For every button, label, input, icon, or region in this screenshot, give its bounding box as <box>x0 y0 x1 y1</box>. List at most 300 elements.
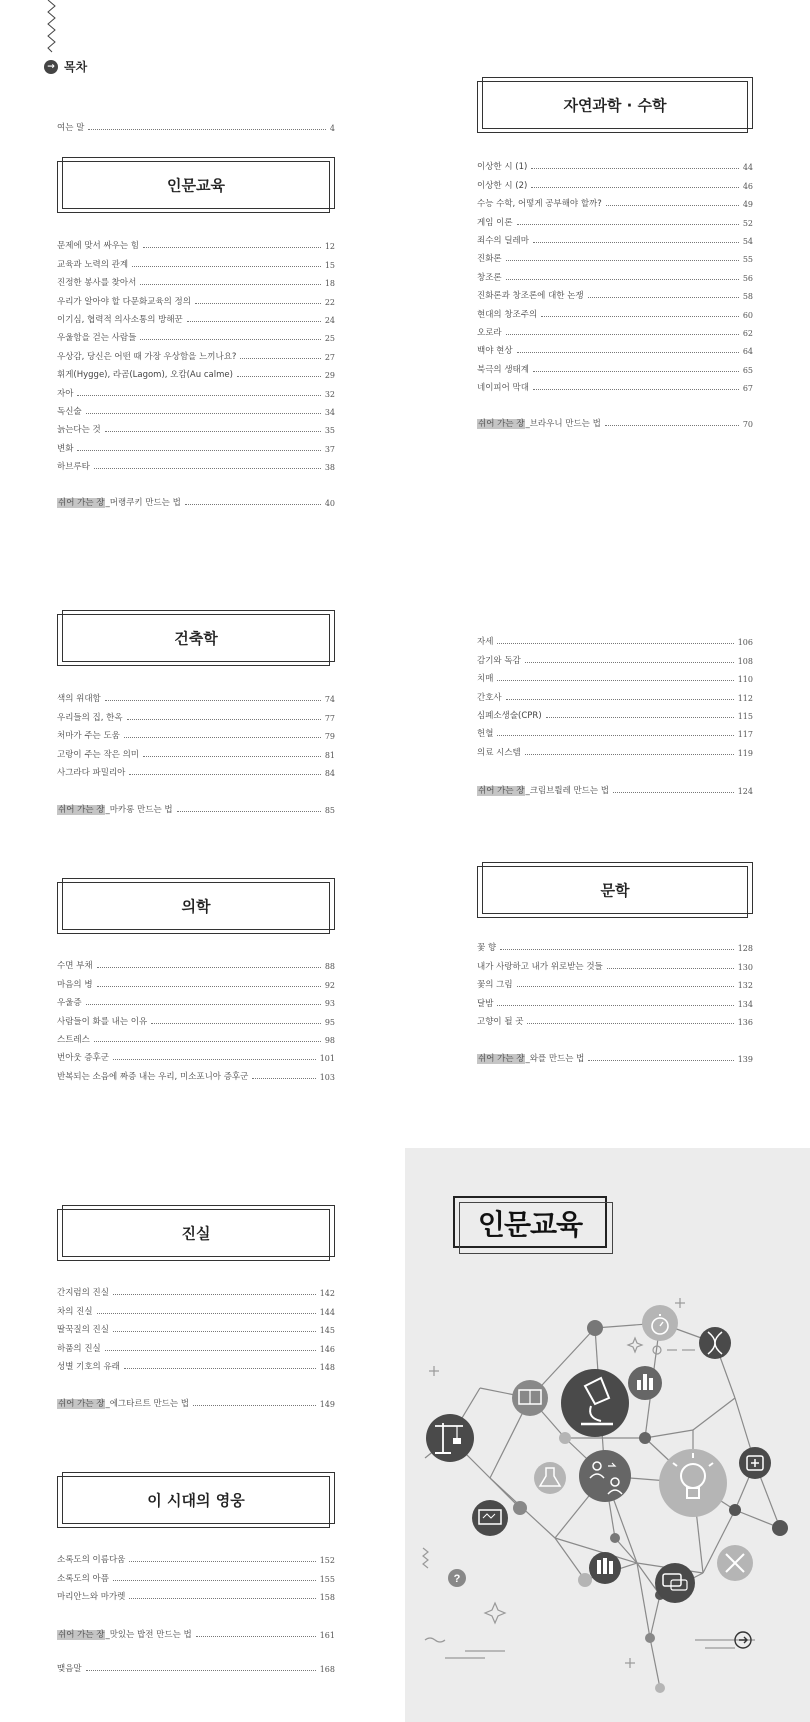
leader-dots <box>541 316 739 317</box>
wavy-line-decoration <box>44 0 60 56</box>
leader-dots <box>187 321 321 322</box>
leader-dots <box>113 1059 316 1060</box>
leader-dots <box>500 949 734 950</box>
question-icon <box>448 1569 466 1587</box>
toc-entry[interactable] <box>477 647 753 665</box>
tools-icon <box>717 1545 753 1581</box>
entry-page: 161 <box>319 1631 335 1641</box>
toc-entry[interactable] <box>477 209 753 227</box>
chalkboard-icon <box>472 1500 508 1536</box>
entry-page: 128 <box>737 944 753 954</box>
extra-title: _브라우니 만드는 법 <box>525 419 601 430</box>
entry-page: 92 <box>324 980 335 990</box>
leader-dots <box>506 334 739 335</box>
entry-page: 54 <box>742 236 753 246</box>
section-title-box <box>57 1205 335 1261</box>
toc-entry[interactable] <box>57 1063 335 1081</box>
entry-page: 168 <box>319 1665 335 1675</box>
toc-entry[interactable] <box>57 417 335 435</box>
entry-page: 38 <box>324 463 335 473</box>
entry-title <box>57 1397 189 1409</box>
entry-title: 진정한 봉사를 찾아서 <box>57 278 137 289</box>
toc-heading <box>44 58 87 75</box>
question-mark-text: ? <box>453 1573 461 1585</box>
entry-page: 98 <box>324 1035 335 1045</box>
highlight-label: 쉬어 가는 장 <box>58 1630 105 1641</box>
entry-page: 110 <box>737 675 753 685</box>
extra-list <box>477 411 753 429</box>
leader-dots <box>86 1670 316 1671</box>
entry-title: 현대의 창조주의 <box>477 309 538 320</box>
entry-title: 소록도의 이름다움 <box>57 1555 126 1566</box>
entry-title <box>477 784 609 796</box>
leader-dots <box>105 700 321 701</box>
entry-title: 내가 사랑하고 내가 위로받는 것들 <box>477 961 603 972</box>
toc-entry[interactable] <box>57 325 335 343</box>
toc-entry[interactable] <box>57 362 335 380</box>
leader-dots <box>607 968 734 969</box>
entry-title: 간지럼의 진실 <box>57 1288 109 1299</box>
entry-page: 70 <box>742 420 753 430</box>
toc-entry-extra[interactable] <box>477 778 753 796</box>
lightbulb-icon <box>659 1449 727 1517</box>
toc-entry[interactable] <box>477 990 753 1008</box>
books-shelf-icon <box>589 1552 621 1584</box>
entry-title: 변화 <box>57 443 74 454</box>
entry-page: 95 <box>324 1017 335 1027</box>
leader-dots <box>143 756 321 757</box>
highlight-label: 쉬어 가는 장 <box>478 1054 525 1065</box>
extra-list <box>57 1622 335 1640</box>
stopwatch-icon <box>642 1305 678 1341</box>
entry-title: 네이피어 막대 <box>477 383 529 394</box>
toc-entry-intro[interactable] <box>57 115 335 133</box>
entry-page: 148 <box>319 1362 335 1372</box>
leader-dots <box>533 389 739 390</box>
leader-dots <box>132 266 321 267</box>
entry-page: 149 <box>319 1400 335 1410</box>
toc-entry-extra[interactable] <box>57 797 335 815</box>
extra-list <box>57 1391 335 1409</box>
entry-page: 146 <box>319 1344 335 1354</box>
section-title-box <box>57 878 335 934</box>
leader-dots <box>605 425 739 426</box>
leader-dots <box>525 662 734 663</box>
intro-list <box>57 115 335 133</box>
entry-page: 29 <box>324 371 335 381</box>
entry-page: 112 <box>737 693 753 703</box>
leader-dots <box>527 1023 733 1024</box>
extra-title: _크림브륄레 만드는 법 <box>525 786 610 797</box>
entry-page: 34 <box>324 407 335 417</box>
section-entries <box>57 1547 335 1602</box>
entry-page: 81 <box>324 750 335 760</box>
entry-page: 15 <box>324 260 335 270</box>
section-title: 인문교육 <box>167 176 225 195</box>
leader-dots <box>77 395 320 396</box>
entry-title: 딸꾹질의 진실 <box>57 1325 109 1336</box>
leader-dots <box>97 986 321 987</box>
leader-dots <box>497 680 733 681</box>
toc-heading-label: 목차 <box>64 60 88 74</box>
entry-page: 88 <box>324 962 335 972</box>
entry-title: 반복되는 소음에 짜증 내는 우리, 미소포니아 증후군 <box>57 1071 249 1082</box>
toc-entry[interactable] <box>477 739 753 757</box>
leader-dots <box>88 129 326 130</box>
toc-entry[interactable] <box>477 703 753 721</box>
toc-entry[interactable] <box>57 990 335 1008</box>
toc-entry-extra[interactable] <box>57 1391 335 1409</box>
leader-dots <box>588 1060 733 1061</box>
toc-entry[interactable] <box>57 1317 335 1335</box>
section-entries <box>57 953 335 1082</box>
toc-entry[interactable] <box>477 172 753 190</box>
leader-dots <box>506 279 739 280</box>
leader-dots <box>140 284 321 285</box>
toc-entry[interactable] <box>57 1280 335 1298</box>
toc-entry[interactable] <box>477 935 753 953</box>
leader-dots <box>105 1350 316 1351</box>
toc-entry-extra[interactable] <box>477 411 753 429</box>
entry-title: 마리안느와 마가렛 <box>57 1592 126 1603</box>
chat-icon <box>655 1563 695 1603</box>
entry-page: 119 <box>737 748 753 758</box>
leader-dots <box>151 1023 321 1024</box>
entry-page: 134 <box>737 999 753 1009</box>
entry-page: 60 <box>742 310 753 320</box>
leader-dots <box>124 737 321 738</box>
entry-page: 115 <box>737 711 753 721</box>
leader-dots <box>517 224 739 225</box>
leader-dots <box>506 260 739 261</box>
toc-entry-extra[interactable] <box>57 490 335 508</box>
panel-title: 인문교육 <box>477 1208 583 1241</box>
leader-dots <box>497 643 733 644</box>
section-entries <box>477 629 753 758</box>
toc-entry[interactable] <box>477 264 753 282</box>
extra-list <box>57 797 335 815</box>
leader-dots <box>113 1580 316 1581</box>
toc-entry[interactable] <box>477 721 753 739</box>
entry-title: 수면 부채 <box>57 961 93 972</box>
entry-title: 심폐소생술(CPR) <box>477 710 542 721</box>
entry-title: 스트레스 <box>57 1034 90 1045</box>
toc-entry[interactable] <box>477 246 753 264</box>
entry-title <box>57 496 181 508</box>
toc-entry[interactable] <box>477 1009 753 1027</box>
toc-entry[interactable] <box>57 686 335 704</box>
entry-title: 마음의 병 <box>57 979 93 990</box>
entry-page: 12 <box>324 242 335 252</box>
entry-title: 죄수의 딜레마 <box>477 235 529 246</box>
highlight-label: 쉬어 가는 장 <box>478 786 525 797</box>
highlight-label: 쉬어 가는 장 <box>58 1399 105 1410</box>
toc-entry[interactable] <box>57 454 335 472</box>
toc-entry[interactable] <box>57 233 335 251</box>
entry-title: 게임 이론 <box>477 217 513 228</box>
entry-title: 진화론과 창조론에 대한 논쟁 <box>477 291 584 302</box>
dna-icon <box>699 1327 731 1359</box>
entry-title <box>477 417 601 429</box>
toc-entry[interactable] <box>57 741 335 759</box>
leader-dots <box>86 1004 321 1005</box>
arrow-right-icon: → <box>44 60 58 74</box>
entry-title: 간호사 <box>477 692 502 703</box>
highlight-label: 쉬어 가는 장 <box>478 419 525 430</box>
flask-icon <box>534 1462 566 1494</box>
extra-list <box>477 1046 753 1064</box>
leader-dots <box>196 1636 316 1637</box>
toc-entry[interactable] <box>57 760 335 778</box>
entry-page: 25 <box>324 334 335 344</box>
leader-dots <box>97 967 321 968</box>
entry-title: 자세 <box>477 637 494 648</box>
leader-dots <box>240 358 320 359</box>
entry-title: 사람들이 화를 내는 이유 <box>57 1016 148 1027</box>
extra-title: _마카롱 만드는 법 <box>105 805 173 816</box>
entry-title: 색의 위대함 <box>57 694 101 705</box>
brain-network-illustration <box>405 1278 810 1722</box>
leader-dots <box>517 352 739 353</box>
section-entries <box>57 233 335 472</box>
toc-entry[interactable] <box>57 343 335 361</box>
entry-title: 우울함을 걷는 사람들 <box>57 333 137 344</box>
section-entries <box>477 935 753 1027</box>
entry-title: 독신술 <box>57 406 82 417</box>
toc-entry[interactable] <box>477 629 753 647</box>
leader-dots <box>525 754 734 755</box>
entry-page: 108 <box>737 656 753 666</box>
leader-dots <box>531 187 739 188</box>
entry-page: 79 <box>324 732 335 742</box>
toc-entry[interactable] <box>57 435 335 453</box>
leader-dots <box>113 1331 316 1332</box>
toc-entry[interactable] <box>477 154 753 172</box>
extra-title: _에그타르트 만드는 법 <box>105 1399 190 1410</box>
leader-dots <box>94 468 321 469</box>
leader-dots <box>124 1368 316 1369</box>
entry-page: 4 <box>329 124 335 134</box>
entry-page: 40 <box>324 499 335 509</box>
toc-entry[interactable] <box>477 338 753 356</box>
entry-title: 의료 시스템 <box>477 747 521 758</box>
leader-dots <box>94 1041 321 1042</box>
leader-dots <box>127 719 321 720</box>
toc-entry-closing[interactable] <box>57 1656 335 1674</box>
toc-entry[interactable] <box>477 228 753 246</box>
bar-chart-icon <box>628 1366 662 1400</box>
medicine-icon <box>739 1447 771 1479</box>
entry-page: 32 <box>324 389 335 399</box>
toc-entry[interactable] <box>57 953 335 971</box>
leader-dots <box>613 792 734 793</box>
toc-entry[interactable] <box>477 356 753 374</box>
entry-title: 수능 수학, 어떻게 공부해야 할까? <box>477 199 602 210</box>
entry-title: 창조론 <box>477 272 502 283</box>
toc-entry[interactable] <box>477 191 753 209</box>
entry-page: 77 <box>324 713 335 723</box>
toc-entry[interactable] <box>57 270 335 288</box>
toc-entry[interactable] <box>57 1008 335 1026</box>
closing-list <box>57 1656 335 1674</box>
toc-entry[interactable] <box>477 666 753 684</box>
section-title-box <box>477 862 753 918</box>
section-title: 자연과학 · 수학 <box>563 96 667 115</box>
extra-title: _머랭쿠키 만드는 법 <box>105 498 181 509</box>
entry-title: 성별 기호의 유래 <box>57 1361 120 1372</box>
microscope-icon <box>561 1369 629 1437</box>
leader-dots <box>97 1313 316 1314</box>
entry-page: 64 <box>742 347 753 357</box>
entry-title: 꽃의 그림 <box>477 980 513 991</box>
toc-entry[interactable] <box>57 1045 335 1063</box>
entry-title <box>57 803 173 815</box>
entry-title <box>57 1628 192 1640</box>
entry-page: 158 <box>319 1593 335 1603</box>
entry-title: 자아 <box>57 388 74 399</box>
entry-page: 46 <box>742 181 753 191</box>
entry-title: 감기와 독감 <box>477 655 521 666</box>
toc-entry[interactable] <box>477 301 753 319</box>
leader-dots <box>193 1405 316 1406</box>
leader-dots <box>237 376 321 377</box>
entry-page: 52 <box>742 218 753 228</box>
leader-dots <box>606 205 739 206</box>
entry-title: 고향이 될 곳 <box>477 1016 524 1027</box>
leader-dots <box>185 504 321 505</box>
entry-page: 136 <box>737 1017 753 1027</box>
entry-page: 117 <box>737 730 753 740</box>
leader-dots <box>129 1561 315 1562</box>
panel-title-box <box>453 1196 613 1254</box>
toc-entry[interactable] <box>57 1335 335 1353</box>
entry-title: 이상한 시 (2) <box>477 180 528 191</box>
leader-dots <box>177 811 321 812</box>
entry-title: 이기심, 협력적 의사소통의 방해꾼 <box>57 314 183 325</box>
crane-icon <box>426 1414 474 1462</box>
entry-page: 49 <box>742 200 753 210</box>
entry-page: 85 <box>324 806 335 816</box>
toc-entry[interactable] <box>57 288 335 306</box>
leader-dots <box>497 1005 733 1006</box>
section-entries <box>57 686 335 778</box>
entry-page: 84 <box>324 768 335 778</box>
toc-entry[interactable] <box>57 1565 335 1583</box>
leader-dots <box>143 247 321 248</box>
leader-dots <box>588 297 739 298</box>
extra-title: _맛있는 밥전 만드는 법 <box>105 1630 192 1641</box>
highlight-label: 쉬어 가는 장 <box>58 498 105 509</box>
leader-dots <box>533 371 739 372</box>
entry-title: 오로라 <box>477 327 502 338</box>
section-title-box <box>57 1472 335 1528</box>
entry-page: 55 <box>742 255 753 265</box>
leader-dots <box>546 717 734 718</box>
toc-entry[interactable] <box>57 971 335 989</box>
highlight-label: 쉬어 가는 장 <box>58 805 105 816</box>
toc-entry[interactable] <box>57 251 335 269</box>
entry-title: 늙는다는 것 <box>57 425 101 436</box>
entry-page: 93 <box>324 999 335 1009</box>
entry-title: 헌혈 <box>477 729 494 740</box>
entry-title: 번아웃 증후군 <box>57 1053 109 1064</box>
toc-entry-extra[interactable] <box>57 1622 335 1640</box>
leader-dots <box>506 699 734 700</box>
toc-entry[interactable] <box>57 1027 335 1045</box>
entry-title: 백야 현상 <box>477 346 513 357</box>
entry-page: 124 <box>737 787 753 797</box>
entry-title: 차의 진실 <box>57 1306 93 1317</box>
toc-entry[interactable] <box>57 1547 335 1565</box>
toc-entry[interactable] <box>57 1584 335 1602</box>
entry-page: 144 <box>319 1307 335 1317</box>
entry-page: 37 <box>324 444 335 454</box>
entry-page: 155 <box>319 1574 335 1584</box>
section-title: 진실 <box>181 1224 211 1243</box>
toc-entry[interactable] <box>57 380 335 398</box>
toc-entry[interactable] <box>477 972 753 990</box>
entry-page: 101 <box>319 1054 335 1064</box>
leader-dots <box>140 339 321 340</box>
entry-page: 103 <box>319 1072 335 1082</box>
entry-title: 북극의 생태계 <box>477 364 529 375</box>
toc-entry[interactable] <box>57 307 335 325</box>
toc-entry-extra[interactable] <box>477 1046 753 1064</box>
entry-title: 고랑이 주는 작은 의미 <box>57 749 140 760</box>
entry-page: 56 <box>742 273 753 283</box>
entry-title <box>477 1052 584 1064</box>
toc-entry[interactable] <box>477 375 753 393</box>
entry-page: 18 <box>324 279 335 289</box>
toc-entry[interactable] <box>57 1354 335 1372</box>
leader-dots <box>129 1598 315 1599</box>
toc-entry[interactable] <box>57 704 335 722</box>
entry-title: 소록도의 아픔 <box>57 1573 109 1584</box>
entry-page: 58 <box>742 292 753 302</box>
toc-entry[interactable] <box>477 283 753 301</box>
entry-page: 106 <box>737 638 753 648</box>
entry-page: 27 <box>324 352 335 362</box>
entry-page: 22 <box>324 297 335 307</box>
toc-entry[interactable] <box>57 723 335 741</box>
section-title: 이 시대의 영웅 <box>147 1491 245 1510</box>
section-title: 건축학 <box>174 629 218 648</box>
toc-entry[interactable] <box>477 320 753 338</box>
entry-title: 우울증 <box>57 998 82 1009</box>
leader-dots <box>497 735 733 736</box>
leader-dots <box>533 242 739 243</box>
entry-title: 우리들의 집, 한옥 <box>57 712 123 723</box>
entry-page: 24 <box>324 315 335 325</box>
entry-title: 치매 <box>477 674 494 685</box>
chapter-preview-panel <box>405 1148 810 1722</box>
leader-dots <box>105 431 321 432</box>
toc-entry[interactable] <box>477 953 753 971</box>
section-title: 의학 <box>181 897 211 916</box>
entry-title: 우리가 알아야 할 다문화교육의 정의 <box>57 296 191 307</box>
toc-entry[interactable] <box>477 684 753 702</box>
entry-page: 142 <box>319 1289 335 1299</box>
people-exchange-icon <box>579 1450 631 1502</box>
entry-title: 휘게(Hygge), 라곰(Lagom), 오캄(Au calme) <box>57 370 233 381</box>
leader-dots <box>86 413 321 414</box>
entry-page: 67 <box>742 384 753 394</box>
toc-entry[interactable] <box>57 1298 335 1316</box>
entry-title: 사그라다 파밀리아 <box>57 767 126 778</box>
leader-dots <box>517 986 734 987</box>
entry-page: 145 <box>319 1326 335 1336</box>
toc-entry[interactable] <box>57 399 335 417</box>
